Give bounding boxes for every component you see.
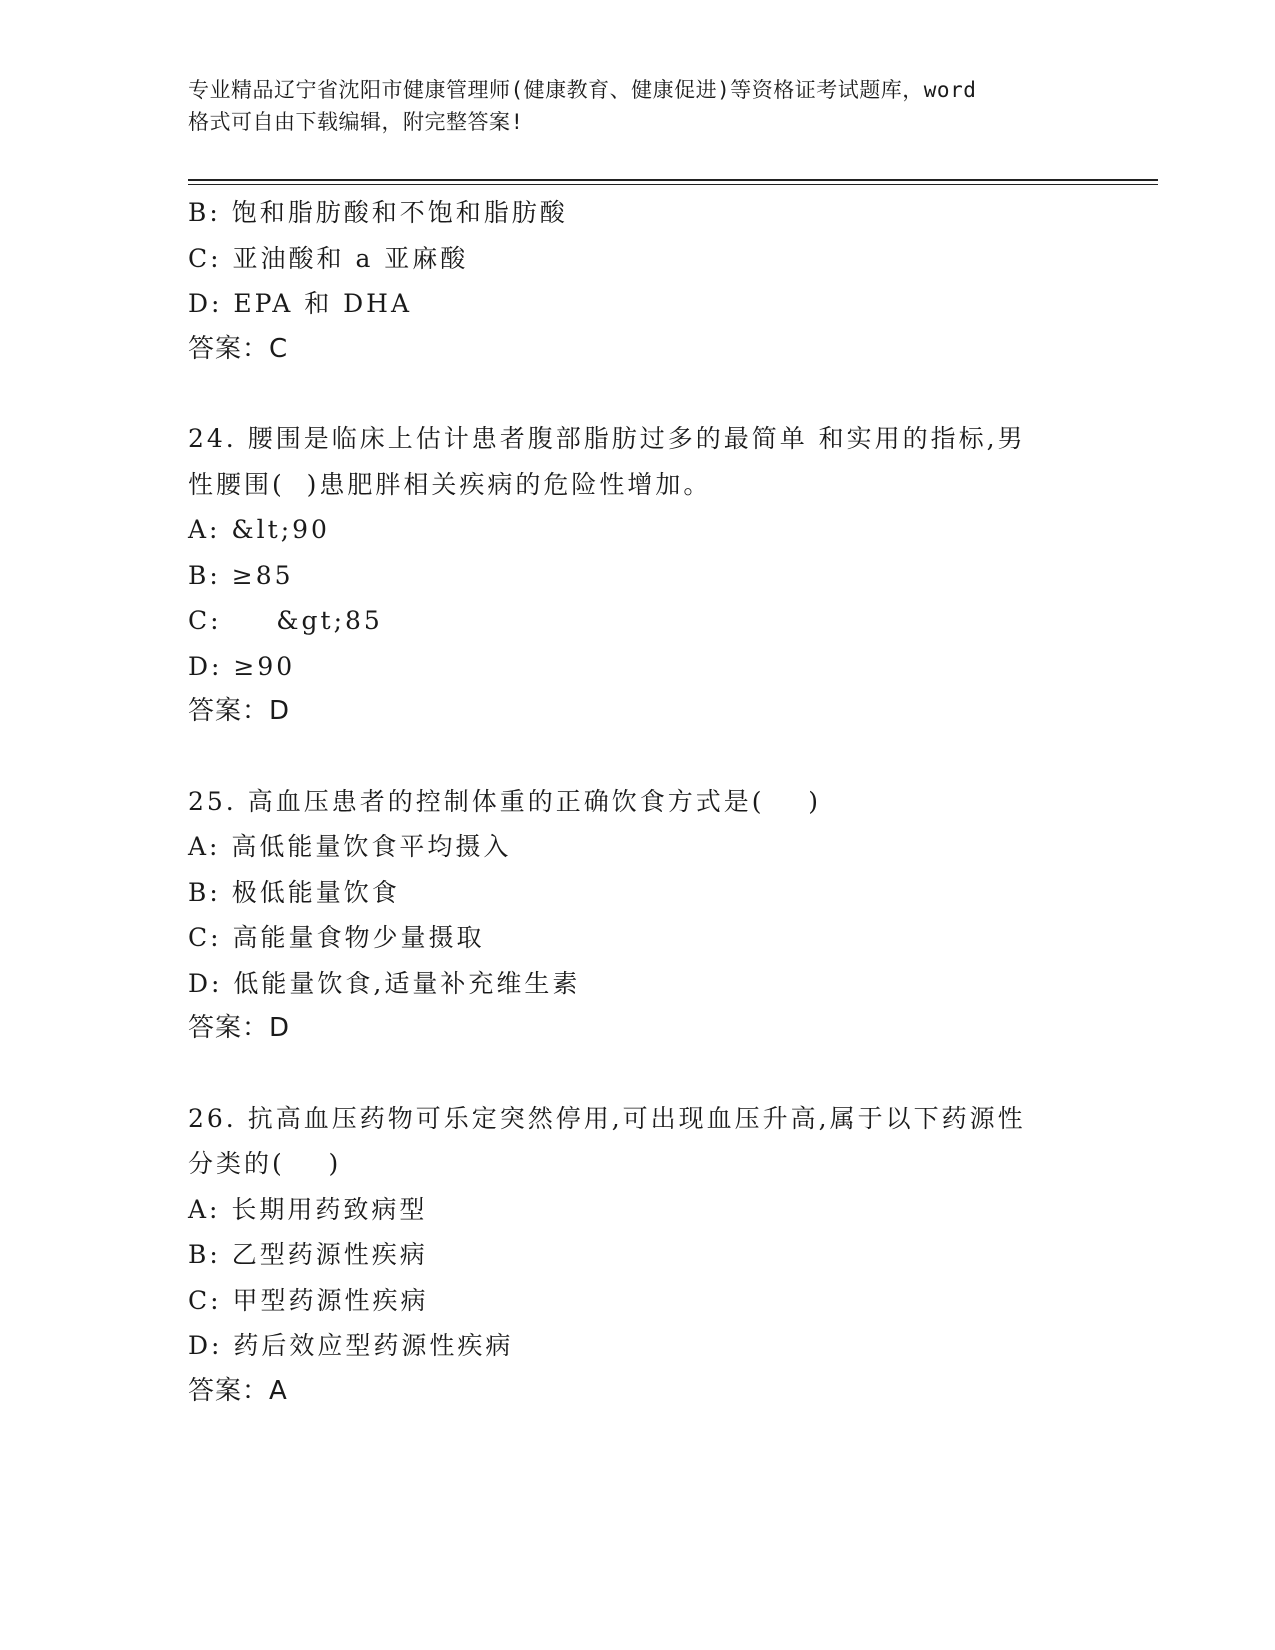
question-23-tail [188, 190, 1088, 372]
option-d: D: ≥90 [188, 651, 296, 681]
question-text-line-2: 分类的( ) [188, 1149, 342, 1178]
option-b: B: ≥85 [188, 560, 294, 590]
option-d: D: 药后效应型药源性疾病 [188, 1331, 514, 1360]
question-content [188, 190, 1088, 1414]
answer-line: 答案：D [188, 1013, 291, 1043]
option-b: B: 饱和脂肪酸和不饱和脂肪酸 [188, 198, 568, 227]
answer-line: 答案：A [188, 1375, 288, 1406]
question-text-line-1: 24. 腰围是临床上估计患者腹部脂肪过多的最简单 和实用的指标,男 [188, 424, 1026, 453]
option-a: A: 高低能量饮食平均摄入 [188, 832, 512, 861]
question-26 [188, 1096, 1088, 1415]
answer-line: 答案：D [188, 696, 291, 726]
option-d: D: EPA 和 DHA [188, 289, 413, 318]
option-c: C: 高能量食物少量摄取 [188, 923, 485, 952]
option-c: C: 亚油酸和 a 亚麻酸 [188, 243, 469, 273]
spacer [188, 1052, 1088, 1096]
header-divider-thin [188, 184, 1158, 185]
option-c: C: &gt;85 [188, 606, 383, 635]
spacer [188, 372, 1088, 416]
question-25 [188, 779, 1088, 1052]
answer-line: 答案：C [188, 333, 289, 364]
question-text-line-1: 26. 抗高血压药物可乐定突然停用,可出现血压升高,属于以下药源性 [188, 1103, 1026, 1133]
question-text-line-1: 25. 高血压患者的控制体重的正确饮食方式是( ) [188, 786, 822, 816]
option-b: B: 乙型药源性疾病 [188, 1240, 428, 1269]
spacer [188, 735, 1088, 779]
option-a: A: &lt;90 [188, 515, 330, 544]
header-line-1: 专业精品辽宁省沈阳市健康管理师(健康教育、健康促进)等资格证考试题库，word [188, 78, 977, 102]
option-a: A: 长期用药致病型 [188, 1194, 428, 1224]
option-b: B: 极低能量饮食 [188, 877, 400, 907]
header-line-2: 格式可自由下载编辑，附完整答案! [188, 110, 524, 134]
header-divider-thick [188, 179, 1158, 181]
option-d: D: 低能量饮食,适量补充维生素 [188, 968, 581, 998]
question-24 [188, 416, 1088, 735]
question-text-line-2: 性腰围( )患肥胖相关疾病的危险性增加。 [188, 469, 712, 499]
page-header [188, 74, 1088, 138]
option-c: C: 甲型药源性疾病 [188, 1285, 429, 1315]
